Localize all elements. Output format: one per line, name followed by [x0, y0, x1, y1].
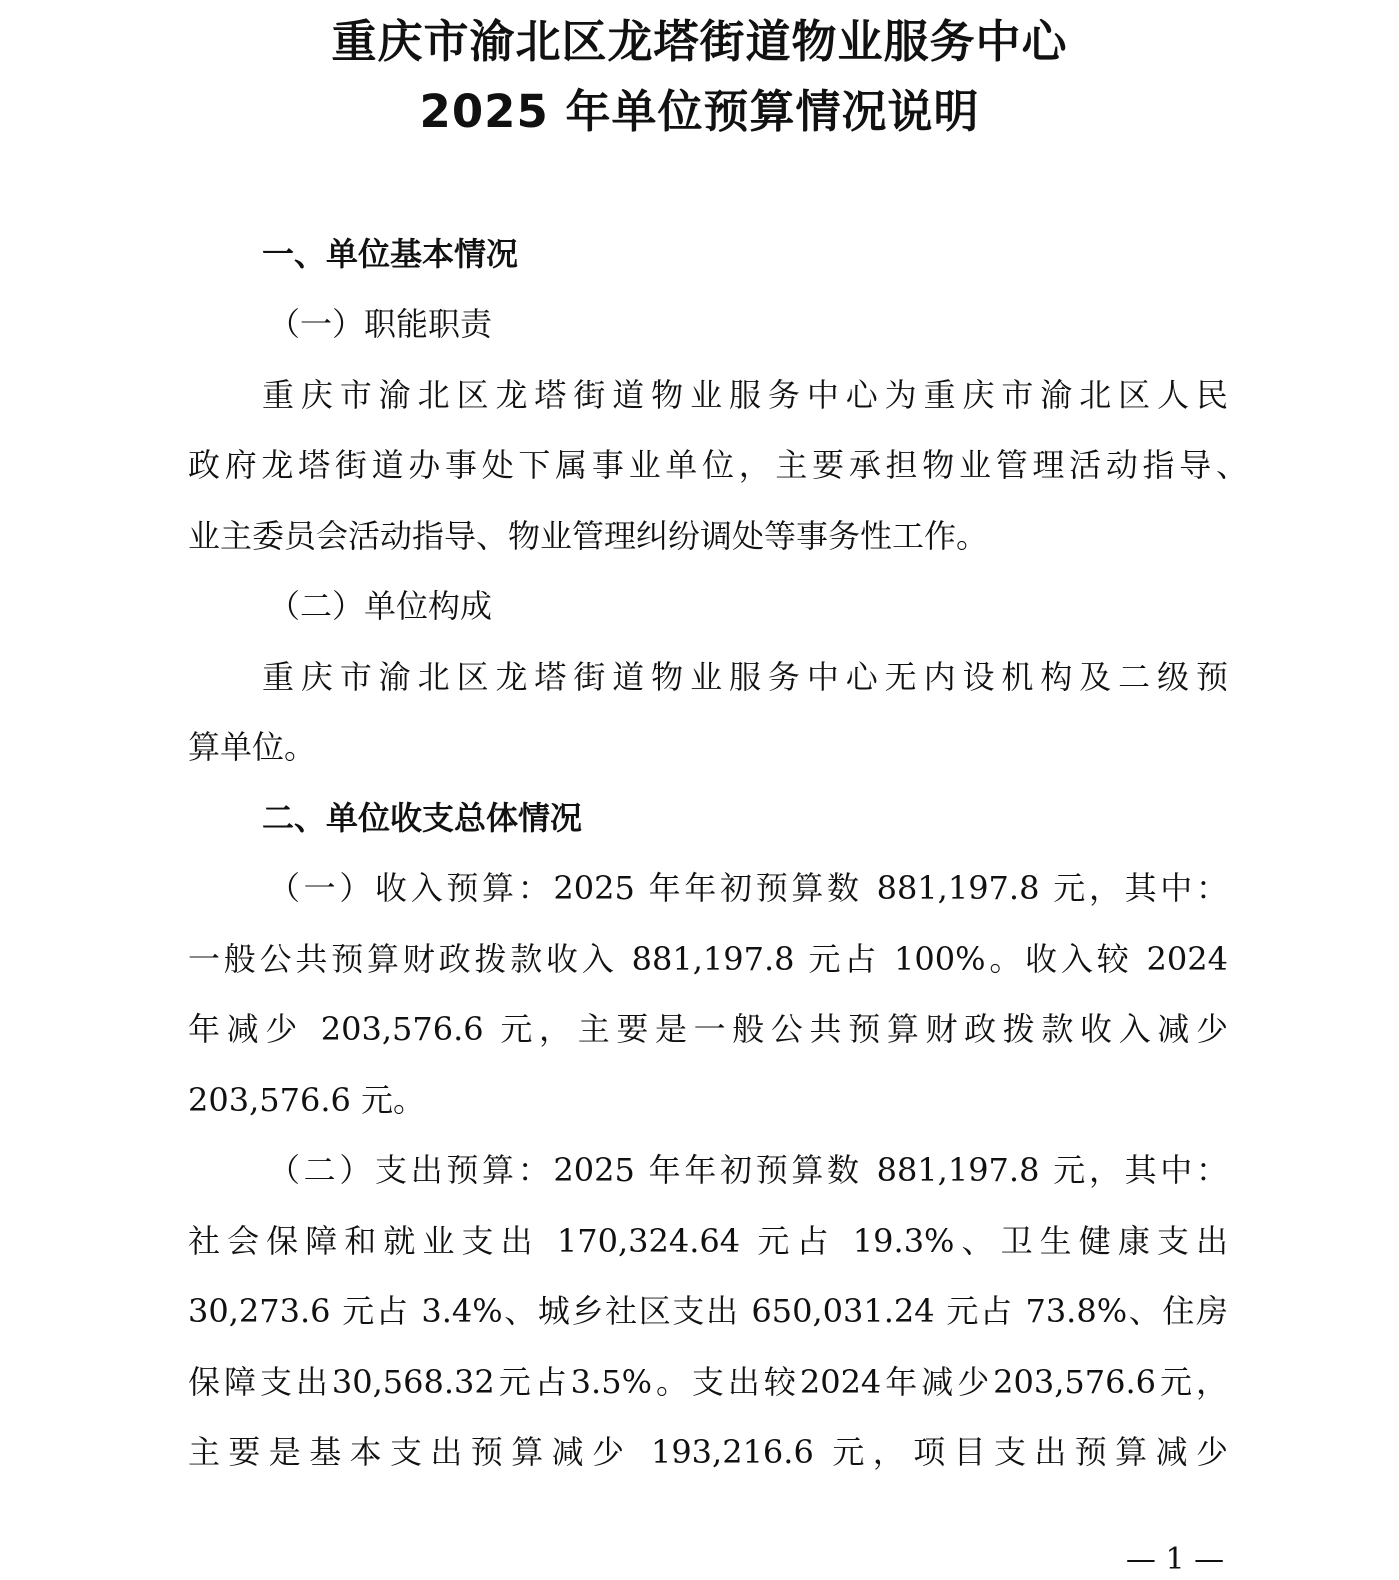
paragraph-line: 重庆市渝北区龙塔街道物业服务中心无内设机构及二级预: [262, 658, 1228, 696]
paragraph-line: 203,576.6 元。: [188, 1081, 426, 1119]
document-title-line-1: 重庆市渝北区龙塔街道物业服务中心: [331, 15, 1068, 68]
paragraph-line: 30,273.6 元占 3.4%、城乡社区支出 650,031.24 元占 73.8%、住房: [188, 1292, 1228, 1330]
paragraph-line: 年减少 203,576.6 元，主要是一般公共预算财政拨款收入减少: [188, 1010, 1228, 1048]
paragraph-line: 一般公共预算财政拨款收入 881,197.8 元占 100%。收入较 2024: [188, 940, 1228, 978]
page-number: — 1 —: [1125, 1542, 1225, 1577]
paragraph-line: 主要是基本支出预算减少 193,216.6 元，项目支出预算减少: [188, 1433, 1228, 1471]
paragraph-line: （二）支出预算：2025 年年初预算数 881,197.8 元，其中：: [268, 1151, 1228, 1189]
paragraph-line: 保障支出30,568.32元占3.5%。支出较2024年减少203,576.6元，: [188, 1363, 1228, 1401]
section-heading-2: 二、单位收支总体情况: [262, 799, 583, 837]
paragraph-line: 业主委员会活动指导、物业管理纠纷调处等事务性工作。: [188, 517, 989, 555]
section-heading-1: 一、单位基本情况: [262, 235, 519, 273]
document-title-line-2: 2025 年单位预算情况说明: [419, 85, 980, 138]
paragraph-line: 重庆市渝北区龙塔街道物业服务中心为重庆市渝北区人民: [262, 376, 1228, 414]
paragraph-line: 算单位。: [188, 728, 317, 766]
paragraph-line: 政府龙塔街道办事处下属事业单位，主要承担物业管理活动指导、: [188, 446, 1248, 484]
paragraph-line: （一）收入预算：2025 年年初预算数 881,197.8 元，其中：: [268, 869, 1228, 907]
paragraph-line: 社会保障和就业支出 170,324.64 元占 19.3%、卫生健康支出: [188, 1222, 1228, 1260]
subsection-heading-2: （二）单位构成: [268, 587, 493, 625]
subsection-heading-1: （一）职能职责: [268, 305, 493, 343]
